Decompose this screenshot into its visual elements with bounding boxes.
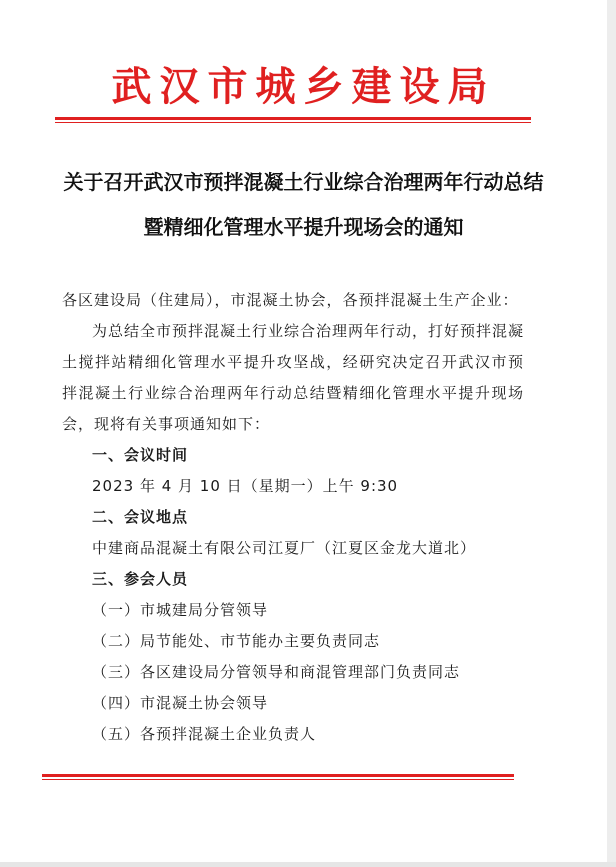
document-title-line-1: 关于召开武汉市预拌混凝土行业综合治理两年行动总结	[63, 170, 544, 194]
attendee-item: （二）局节能处、市节能办主要负责同志	[92, 632, 381, 650]
attendee-item: （三）各区建设局分管领导和商混管理部门负责同志	[92, 663, 461, 681]
footer-rule-thin	[42, 779, 514, 780]
footer-rule-thick	[42, 774, 514, 777]
intro-paragraph: 为总结全市预拌混凝土行业综合治理两年行动，打好预拌混凝土搅拌站精细化管理水平提升攻坚战，经研究决定召开武汉市预拌混凝土行业综合治理两年行动总结暨精细化管理水平提升现场会，现将有关事项通知如下：	[62, 322, 525, 433]
page-shadow-right	[607, 0, 616, 867]
masthead-rule-thin	[55, 122, 531, 123]
section-heading-time: 一、会议时间	[92, 446, 189, 464]
attendee-item: （五）各预拌混凝土企业负责人	[92, 725, 317, 743]
masthead-title: 武汉市城乡建设局	[111, 63, 496, 110]
masthead-rule-thick	[55, 117, 531, 120]
attendee-item: （一）市城建局分管领导	[92, 601, 269, 619]
sections	[62, 440, 524, 750]
page-shadow-bottom	[0, 862, 616, 867]
section-heading-location: 二、会议地点	[92, 508, 189, 526]
document-title-line-2: 暨精细化管理水平提升现场会的通知	[143, 215, 464, 239]
section-heading-attendees: 三、参会人员	[92, 570, 189, 588]
meeting-time: 2023 年 4 月 10 日（星期一）上午 9:30	[92, 477, 399, 495]
addressee: 各区建设局（住建局），市混凝土协会，各预拌混凝土生产企业：	[62, 291, 519, 309]
attendee-item: （四）市混凝土协会领导	[92, 694, 269, 712]
meeting-location: 中建商品混凝土有限公司江夏厂（江夏区金龙大道北）	[92, 539, 477, 557]
